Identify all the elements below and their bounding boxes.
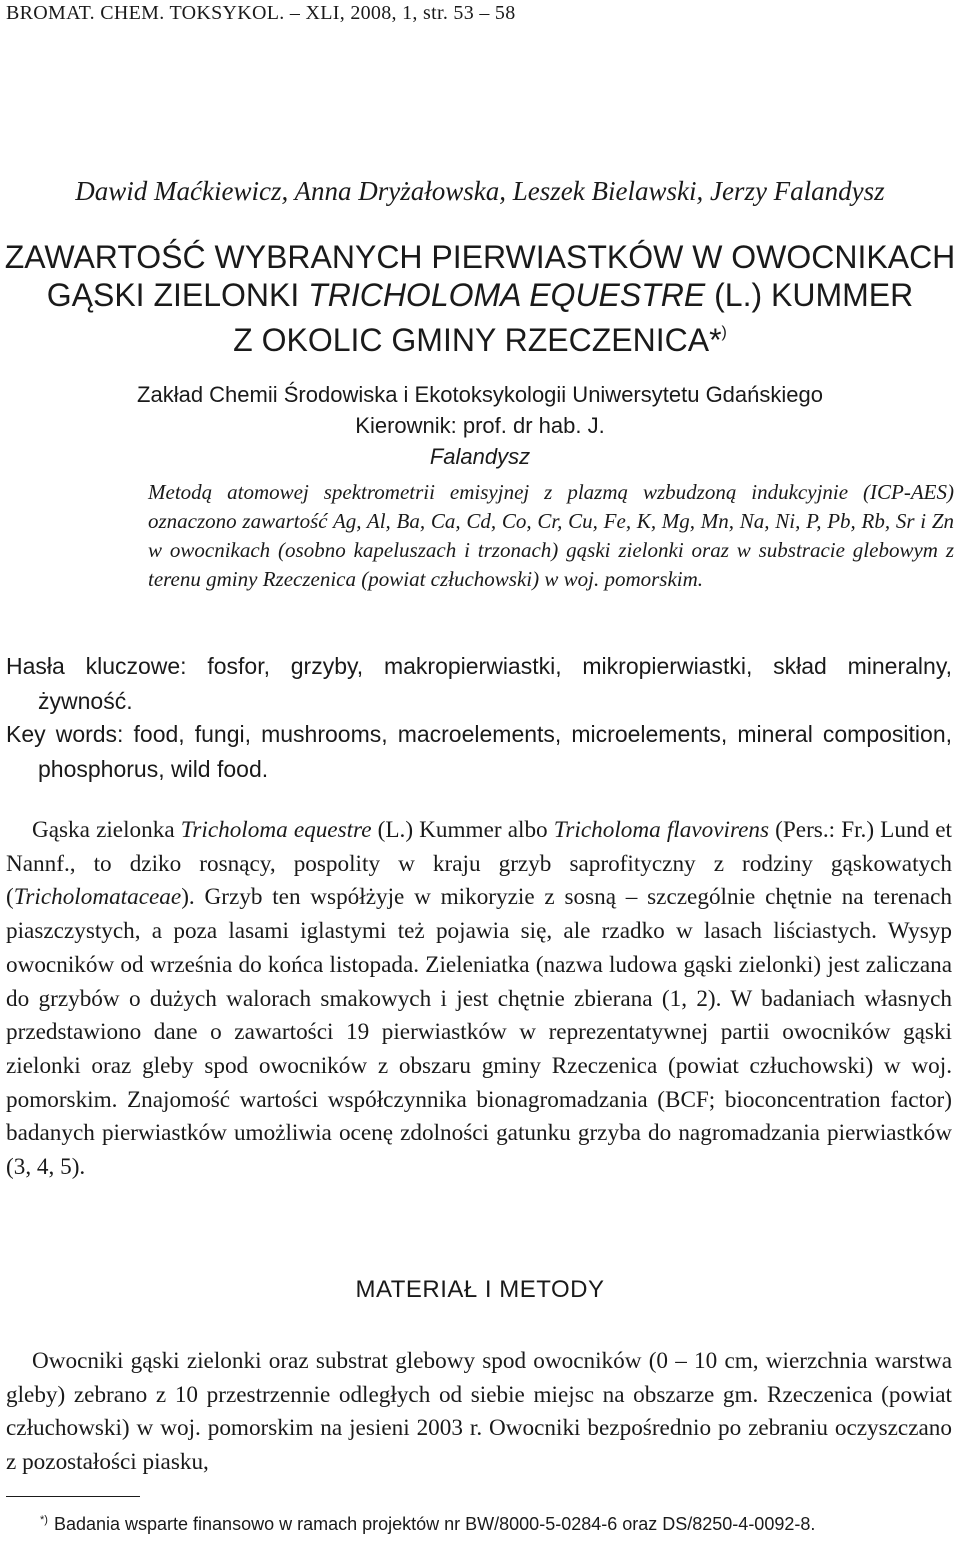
article-title [0, 238, 960, 359]
affiliation-head [0, 410, 960, 472]
title-line-3 [0, 314, 960, 359]
abstract: Metodą atomowej spektrometrii emisyjnej z plazmą wzbudzoną indukcyjnie (ICP-AES) oznaczono zawartość Ag, Al, Ba, Ca, Cd, Co, Cr, Cu, Fe, K, Mg, Mn, Na, Ni, P, Pb, Rb, Sr i Zn w owocnikach (osobno kapeluszach i trzonach) gąski zielonki oraz w substracie glebowym z terenu gminy Rzeczenica (powiat człuchowski) w woj. pomorskim. [148, 480, 954, 591]
footnote-mark: *) [40, 1514, 48, 1526]
methods-paragraph: Owocniki gąski zielonki oraz substrat glebowy spod owocników (0 – 10 cm, wierzchnia warstwa gleby) zebrano z 10 przestrzennie odległych od siebie miejsc na obszarze gm. Rzeczenica (powiat człuchowski) w woj. pomorskim na jesieni 2003 r. Owocniki bezpośrednio po zebraniu oczyszczano z pozostałości piasku, [6, 1348, 952, 1476]
affiliation-department: Zakład Chemii Środowiska i Ekotoksykologii Uniwersytetu Gdańskiego [137, 382, 823, 407]
title-line-1: ZAWARTOŚĆ WYBRANYCH PIERWIASTKÓW W OWOCNIKACH [4, 239, 956, 275]
title-line-3-text: Z OKOLIC GMINY RZECZENICA* [233, 322, 722, 358]
intro-text-1: Gąska zielonka [32, 817, 181, 843]
running-head: BROMAT. CHEM. TOKSYKOL. – XLI, 2008, 1, str. 53 – 58 [6, 2, 516, 24]
authors-line: Dawid Maćkiewicz, Anna Dryżałowska, Leszek Bielawski, Jerzy Falandysz [75, 176, 885, 206]
intro-text-2: (L.) Kummer albo [371, 817, 554, 843]
title-line-2-plain: GĄSKI ZIELONKI [46, 277, 309, 313]
keywords-english: Key words: food, fungi, mushrooms, macroelements, microelements, mineral composition, phosphorus, wild food. [6, 721, 952, 782]
affiliation-head-name: Falandysz [429, 444, 531, 469]
intro-family-name: Tricholomataceae [13, 884, 182, 911]
section-heading-methods: MATERIAŁ I METODY [355, 1276, 605, 1303]
introduction-paragraph [6, 814, 952, 1185]
intro-text-4: ). Grzyb ten współżyje w mikoryzie z sosną – szczególnie chętnie na terenach piaszczystych, a poza lasami iglastymi też pojawia się, ale rzadko w lasach liściastych. Wysyp owocników od września do końca listopada. Zieleniatka (nazwa ludowa gąski zielonki) jest zaliczana do grzybów o dużych walorach smakowych i jest chętnie zbierana (1, 2). W badaniach własnych przedstawiono dane o zawartości 19 pierwiastków w reprezentatywnej partii owocników gąski zielonki oraz gleby spod owocników z obszaru gminy Rzeczenica (powiat człuchowski) w woj. pomorskim. Znajomość wartości współczynnika bionagromadzania (BCF; bioconcentration factor) badanych pierwiastków umożliwia ocenę zdolności gatunku grzyba do nagromadzania pierwiastków (3, 4, 5). [6, 884, 952, 1181]
title-line-2 [0, 276, 960, 314]
title-species-name: TRICHOLOMA EQUESTRE [308, 277, 706, 313]
affiliation [0, 379, 960, 472]
title-line-2-tail: (L.) KUMMER [705, 277, 914, 313]
footnote [40, 1514, 952, 1535]
footnote-text: Badania wsparte finansowo w ramach projektów nr BW/8000-5-0284-6 oraz DS/8250-4-0092-8. [53, 1514, 816, 1534]
intro-species-2: Tricholoma flavovirens [553, 817, 770, 843]
affiliation-head-plain: Kierownik: prof. dr hab. J. [355, 413, 605, 438]
keywords-polish: Hasła kluczowe: fosfor, grzyby, makropierwiastki, mikropierwiastki, skład mineralny, żywność. [6, 653, 952, 714]
intro-species-1: Tricholoma equestre [180, 817, 372, 843]
title-footnote-mark: ) [721, 324, 727, 341]
footnote-divider [6, 1496, 140, 1497]
intro-text-3: (Pers.: Fr.) Lund et Nannf., to dziko rosnący, pospolity w kraju grzyb saprofityczny z rodziny gąskowatych ( [6, 817, 952, 911]
